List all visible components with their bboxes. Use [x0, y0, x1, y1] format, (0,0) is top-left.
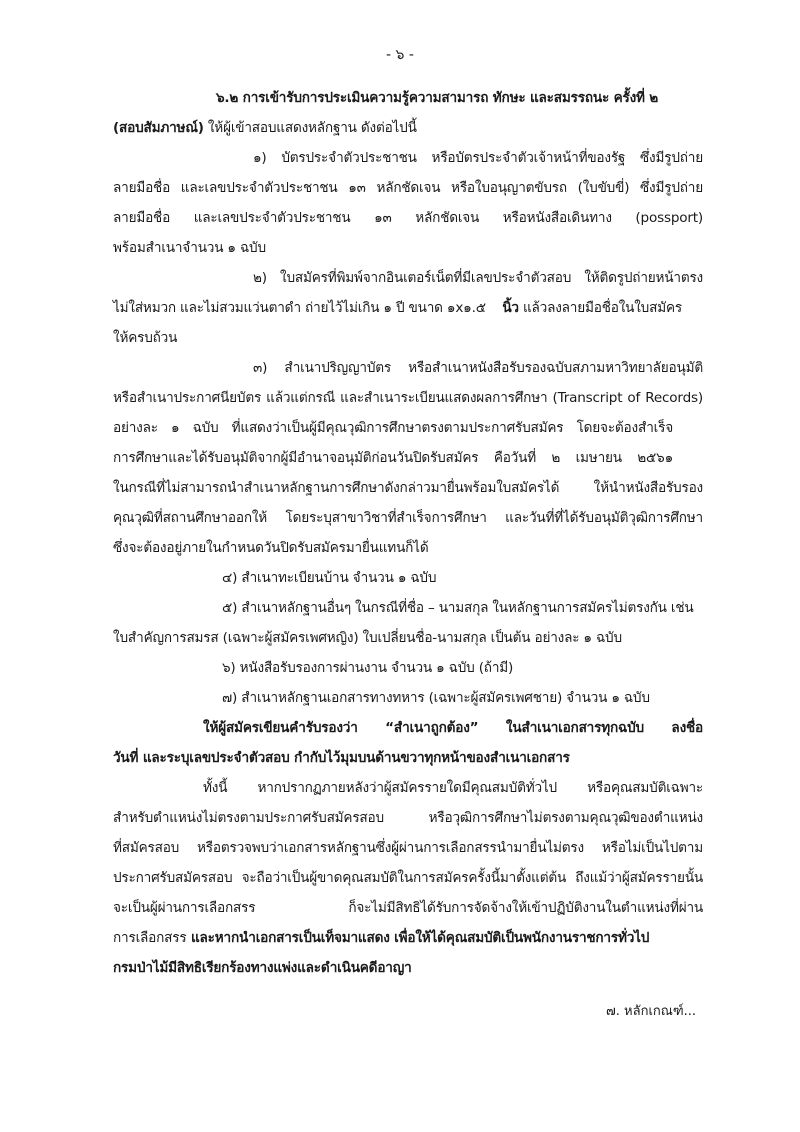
certify-line-2: วันที่ และระบุเลขประจำตัวสอบ กำกับไว้มุมบนด้านขวาทุกหน้าของสำเนาเอกสาร	[113, 750, 570, 766]
page-number: - ๖ -	[386, 47, 414, 63]
note-line-2: สำหรับตำแหน่งไม่ตรงตามประกาศรับสมัครสอบ หรือวุฒิการศึกษาไม่ตรงตามคุณวุฒิของตำแหน่ง	[113, 810, 703, 826]
section-heading: ๖.๒ การเข้ารับการประเมินความรู้ความสามารถ ทักษะ และสมรรถนะ ครั้งที่ ๒	[216, 90, 659, 106]
item-3-line-1: ๓) สำเนาปริญญาบัตร หรือสำเนาหนังสือรับรองฉบับสภามหาวิทยาลัยอนุมัติ	[253, 360, 703, 376]
item-2-line-2	[113, 298, 703, 318]
item-3-line-4: การศึกษาและได้รับอนุมัติจากผู้มีอำนาจอนุมัติก่อนวันปิดรับสมัคร คือวันที่ ๒ เมษายน ๒๕๖๑	[113, 450, 673, 466]
item-3-line-5: ในกรณีที่ไม่สามารถนำสำเนาหลักฐานการศึกษาดังกล่าวมายื่นพร้อมใบสมัครได้ ให้นำหนังสือรับรอง	[113, 480, 703, 496]
item-2-line-1: ๒) ใบสมัครที่พิมพ์จากอินเตอร์เน็ตที่มีเลขประจำตัวสอบ ให้ติดรูปถ่ายหน้าตรง	[253, 270, 703, 286]
heading-rest: ให้ผู้เข้าสอบแสดงหลักฐาน ดังต่อไปนี้	[203, 120, 417, 136]
item-3-line-2: หรือสำเนาประกาศนียบัตร แล้วแต่กรณี และสำเนาระเบียนแสดงผลการศึกษา (Transcript of Records)	[113, 390, 703, 406]
item-2-unit: นิ้ว	[502, 300, 519, 316]
item-6: ๖) หนังสือรับรองการผ่านงาน จำนวน ๑ ฉบับ (ถ้ามี)	[222, 660, 514, 676]
note-line-7: กรมป่าไม้มีสิทธิเรียกร้องทางแพ่งและดำเนินคดีอาญา	[113, 960, 412, 976]
note-line-1: ทั้งนี้ หากปรากฏภายหลังว่าผู้สมัครรายใดมีคุณสมบัติทั่วไป หรือคุณสมบัติเฉพาะ	[203, 780, 703, 796]
item-3-line-3: อย่างละ ๑ ฉบับ ที่แสดงว่าเป็นผู้มีคุณวุฒิการศึกษาตรงตามประกาศรับสมัคร โดยจะต้องสำเร็จ	[113, 420, 673, 436]
note-warning: และหากนำเอกสารเป็นเท็จมาแสดง เพื่อให้ได้คุณสมบัติเป็นพนักงานราชการทั่วไป	[186, 930, 650, 946]
note-line-6	[113, 928, 703, 948]
item-3-line-7: ซึ่งจะต้องอยู่ภายในกำหนดวันปิดรับสมัครมายื่นแทนก็ได้	[113, 540, 429, 556]
item-2-line-3: ให้ครบถ้วน	[113, 330, 178, 346]
item-4: ๔) สำเนาทะเบียนบ้าน จำนวน ๑ ฉบับ	[222, 570, 437, 586]
item-2-text-end: แล้วลงลายมือชื่อในใบสมัคร	[518, 300, 682, 316]
item-1-line-2: ลายมือชื่อ และเลขประจำตัวประชาชน ๑๓ หลักชัดเจน หรือใบอนุญาตขับรถ (ใบขับขี่) ซึ่งมีรูปถ่าย	[113, 180, 703, 196]
item-5-line-1: ๕) สำเนาหลักฐานอื่นๆ ในกรณีที่ชื่อ – นามสกุล ในหลักฐานการสมัครไม่ตรงกัน เช่น	[222, 600, 694, 616]
certify-line-1: ให้ผู้สมัครเขียนคำรับรองว่า “สำเนาถูกต้อง” ในสำเนาเอกสารทุกฉบับ ลงชื่อ	[203, 720, 703, 736]
note-text: การเลือกสรร	[113, 930, 187, 946]
item-7: ๗) สำเนาหลักฐานเอกสารทางทหาร (เฉพาะผู้สมัครเพศชาย) จำนวน ๑ ฉบับ	[222, 690, 650, 706]
item-5-line-2: ใบสำคัญการสมรส (เฉพาะผู้สมัครเพศหญิง) ใบเปลี่ยนชื่อ-นามสกุล เป็นต้น อย่างละ ๑ ฉบับ	[113, 630, 622, 646]
item-1-line-3: ลายมือชื่อ และเลขประจำตัวประชาชน ๑๓ หลักชัดเจน หรือหนังสือเดินทาง (possport)	[113, 210, 703, 226]
item-1-line-1: ๑) บัตรประจำตัวประชาชน หรือบัตรประจำตัวเจ้าหน้าที่ของรัฐ ซึ่งมีรูปถ่าย	[253, 150, 703, 166]
note-line-5: จะเป็นผู้ผ่านการเลือกสรร ก็จะไม่มีสิทธิได้รับการจัดจ้างให้เข้าปฏิบัติงานในตำแหน่งที่ผ่าน	[113, 900, 703, 916]
section-heading-cont	[113, 118, 703, 138]
continuation-footer: ๗. หลักเกณฑ์...	[606, 1004, 697, 1019]
item-2-text: ไม่ใส่หมวก และไม่สวมแว่นตาดำ ถ่ายไว้ไม่เกิน ๑ ปี ขนาด ๑x๑.๕	[113, 300, 486, 316]
item-1-line-4: พร้อมสำเนาจำนวน ๑ ฉบับ	[113, 240, 266, 256]
note-line-3: ที่สมัครสอบ หรือตรวจพบว่าเอกสารหลักฐานซึ่งผู้ผ่านการเลือกสรรนำมายื่นไม่ตรง หรือไม่เป็นไปตาม	[113, 840, 703, 856]
heading-interview-label: (สอบสัมภาษณ์)	[113, 120, 204, 136]
note-line-4: ประกาศรับสมัครสอบ จะถือว่าเป็นผู้ขาดคุณสมบัติในการสมัครครั้งนี้มาตั้งแต่ต้น ถึงแม้ว่าผู้สมัครรายนั้น	[113, 870, 703, 886]
item-3-line-6: คุณวุฒิที่สถานศึกษาออกให้ โดยระบุสาขาวิชาที่สำเร็จการศึกษา และวันที่ที่ได้รับอนุมัติวุฒิการศึกษา	[113, 510, 703, 526]
